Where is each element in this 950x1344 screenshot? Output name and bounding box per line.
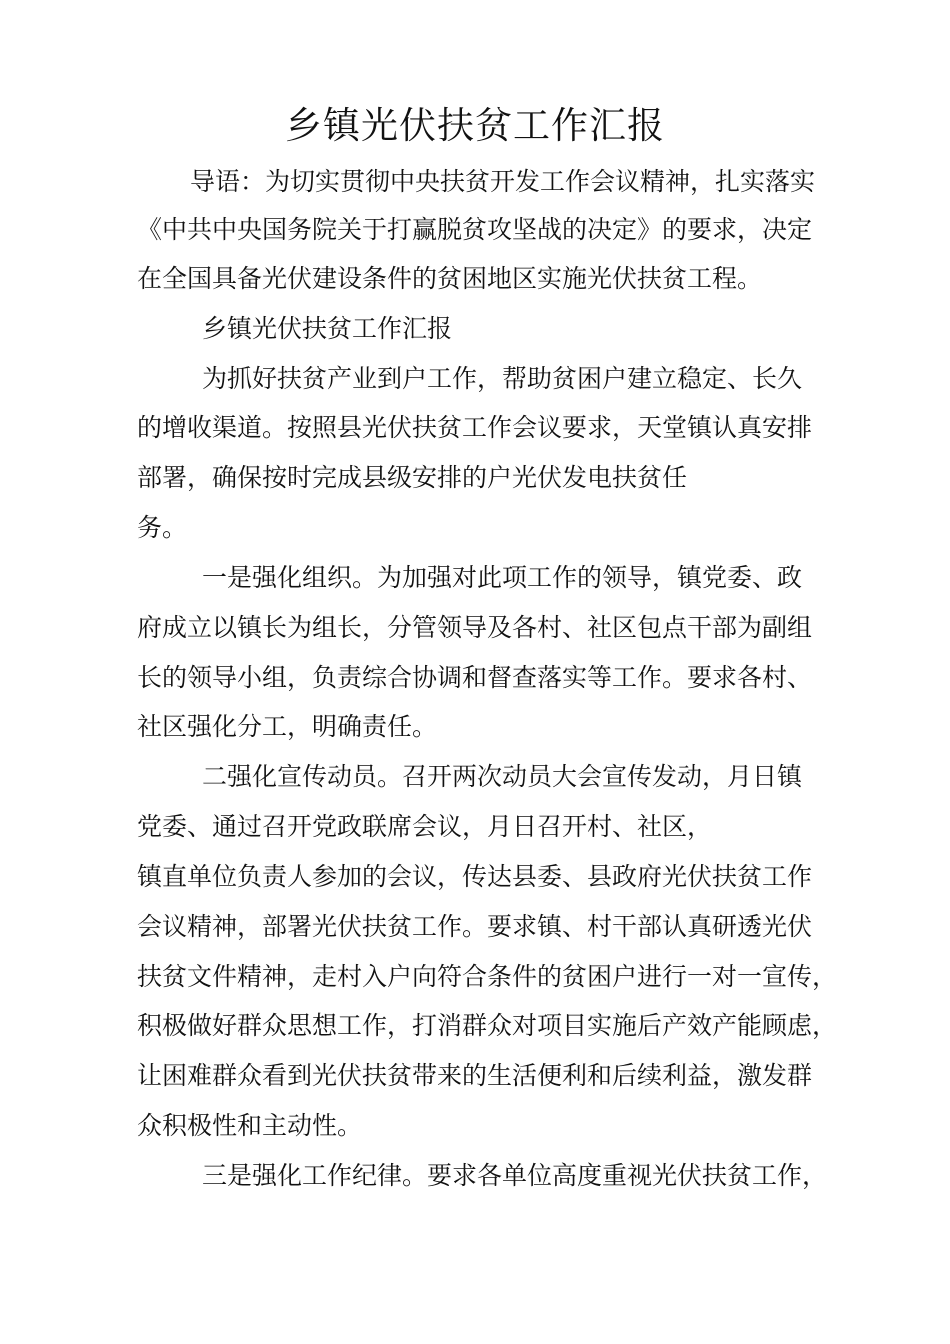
- para2-line-2: 府成立以镇长为组长，分管领导及各村、社区包点干部为副组: [137, 613, 813, 642]
- document-title: 乡镇光伏扶贫工作汇报: [285, 104, 665, 147]
- para3-line-7: 让困难群众看到光伏扶贫带来的生活便利和后续利益，激发群: [137, 1061, 813, 1090]
- para3-line-3: 镇直单位负责人参加的会议，传达县委、县政府光伏扶贫工作: [137, 862, 813, 891]
- para3-line-8: 众积极性和主动性。: [137, 1111, 363, 1140]
- para1-line-4: 务。: [137, 513, 188, 542]
- para1-line-2: 的增收渠道。按照县光伏扶贫工作会议要求，天堂镇认真安排: [137, 413, 813, 442]
- intro-line-3: 在全国具备光伏建设条件的贫困地区实施光伏扶贫工程。: [137, 264, 763, 293]
- para3-line-4: 会议精神，部署光伏扶贫工作。要求镇、村干部认真研透光伏: [137, 912, 813, 941]
- para1-line-3: 部署，确保按时完成县级安排的户光伏发电扶贫任: [137, 463, 688, 492]
- para3-line-1: 二强化宣传动员。召开两次动员大会宣传发动，月日镇: [202, 762, 803, 791]
- para2-line-3: 长的领导小组，负责综合协调和督查落实等工作。要求各村、: [137, 663, 813, 692]
- intro-line-1: 导语：为切实贯彻中央扶贫开发工作会议精神，扎实落实: [190, 167, 816, 196]
- para1-line-1: 为抓好扶贫产业到户工作，帮助贫困户建立稳定、长久: [202, 364, 803, 393]
- para2-line-4: 社区强化分工，明确责任。: [137, 712, 438, 741]
- para3-line-2: 党委、通过召开党政联席会议，月日召开村、社区，: [137, 812, 713, 841]
- subtitle-line: 乡镇光伏扶贫工作汇报: [202, 314, 453, 343]
- para3-line-5: 扶贫文件精神，走村入户向符合条件的贫困户进行一对一宣传，: [137, 962, 838, 991]
- para3-line-6: 积极做好群众思想工作，打消群众对项目实施后产效产能顾虑，: [137, 1011, 838, 1040]
- para4-line-1: 三是强化工作纪律。要求各单位高度重视光伏扶贫工作，: [202, 1161, 828, 1190]
- intro-line-2: 《中共中央国务院关于打赢脱贫攻坚战的决定》的要求，决定: [137, 215, 813, 244]
- para2-line-1: 一是强化组织。为加强对此项工作的领导，镇党委、政: [202, 563, 803, 592]
